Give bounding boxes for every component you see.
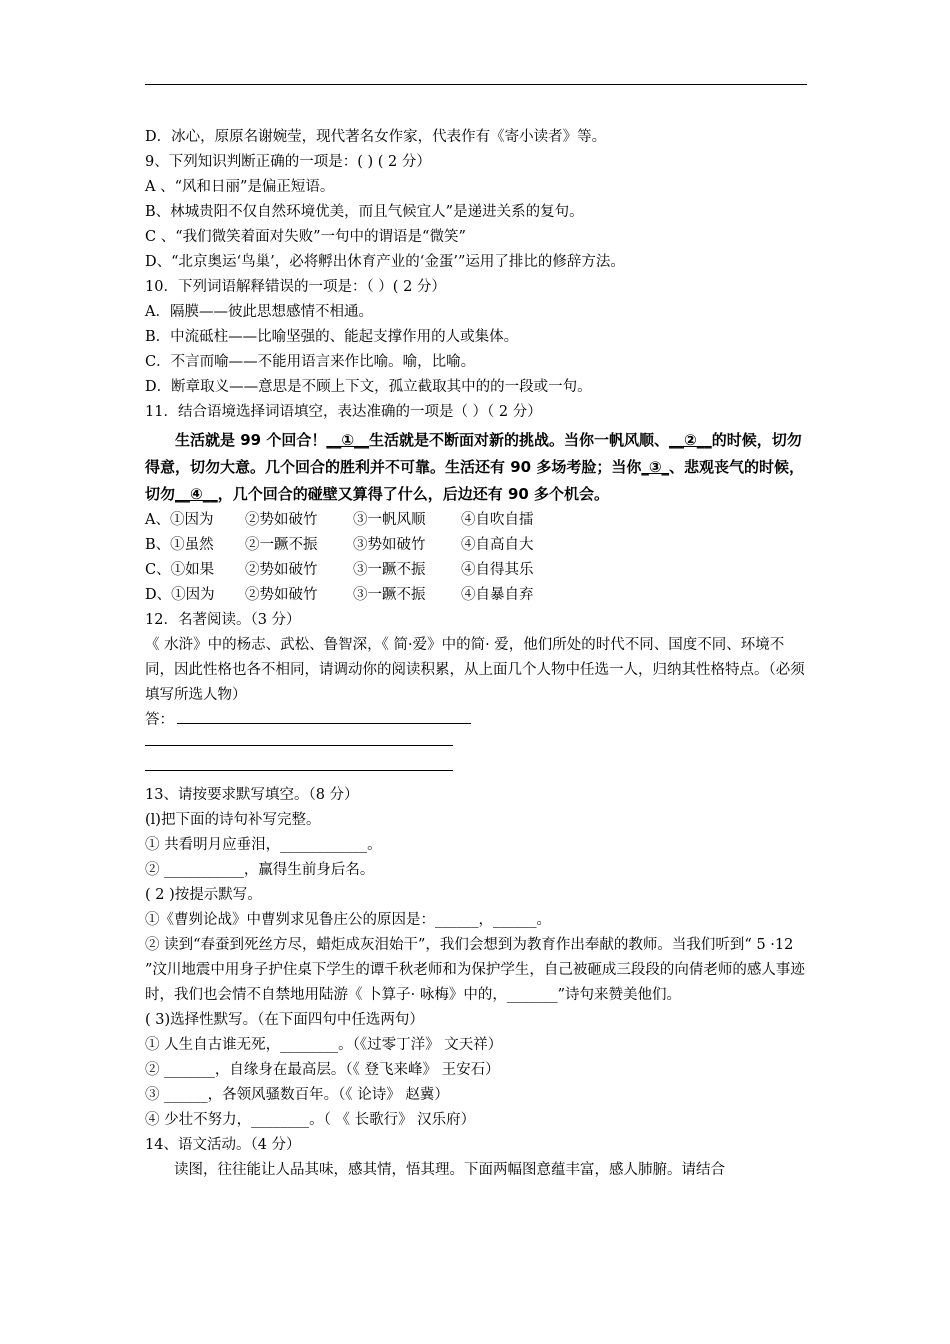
question-13-2-b: ② 读到“春蚕到死丝方尽，蜡炬成灰泪始干”，我们会想到为教育作出奉献的教师。当我们听到“ 5 ·12 ”汶川地震中用身子护住桌下学生的谭千秋老师和为保护学生，自己被砸成三段段的向倩老师的感人事迹时，我们也会情不自禁地用陆游《 卜算子· 咏梅》中的，_______”诗句来赞美他们。	[145, 937, 805, 1003]
question-13-part-2: ( 2 )按提示默写。	[145, 887, 262, 903]
option-d-2: ②势如破竹	[245, 587, 318, 603]
option-b-4: ④自高自大	[461, 537, 534, 553]
exam-content	[145, 125, 810, 1183]
answer-rule-3	[145, 770, 453, 771]
option-d-3: ③一蹶不振	[353, 587, 426, 603]
question-10-option-a: A．隔膜——彼此思想感情不相通。	[145, 304, 373, 320]
option-b-1: B、①虽然	[145, 537, 214, 553]
question-10-option-b: B．中流砥柱——比喻坚强的、能起支撑作用的人或集体。	[145, 329, 519, 345]
question-13-1-b: ② ___________，赢得生前身后名。	[145, 862, 375, 878]
answer-line-2[interactable]	[145, 733, 810, 758]
option-a-3: ③一帆风顺	[353, 512, 426, 528]
question-13-3-a: ① 人生自古谁无死，________。（《过零丁洋》 文天祥）	[145, 1037, 503, 1053]
answer-rule-2	[145, 745, 453, 746]
passage-part-1: 生活就是 99 个回合！	[175, 431, 327, 449]
question-13-part-3: ( 3)选择性默写。（在下面四句中任选两句）	[145, 1012, 424, 1028]
option-a-4: ④自吹自擂	[461, 512, 534, 528]
answer-label: 答：	[145, 712, 174, 728]
option-d-bingxin: D．冰心，原原名谢婉莹，现代著名女作家，代表作有《寄小读者》等。	[145, 129, 607, 145]
question-9-option-c: C 、“我们微笑着面对失败”一句中的谓语是“微笑”	[145, 229, 466, 245]
option-b-2: ②一蹶不振	[245, 537, 318, 553]
answer-line-1[interactable]	[145, 708, 810, 733]
option-c-1: C、①如果	[145, 562, 215, 578]
question-13-1-a: ① 共看明月应垂泪，____________。	[145, 837, 382, 853]
header-rule	[145, 84, 807, 85]
passage-blank-3: _③_	[641, 458, 670, 476]
passage-blank-4: __④__	[175, 485, 218, 503]
question-12-body: 《 水浒》中的杨志、武松、鲁智深，《 简·爱》中的简· 爱，他们所处的时代不同、国度不同、环境不同，因此性格也各不相同，请调动你的阅读积累，从上面几个人物中任选一人，归纳其性格特点。（必须填写所选人物）	[145, 637, 805, 703]
passage-blank-1: __①__	[326, 431, 370, 449]
question-9-option-b: B、林城贵阳不仅自然环境优美，而且气候宜人”是递进关系的复句。	[145, 204, 584, 220]
option-a-1: A、①因为	[145, 512, 214, 528]
question-11-passage	[145, 427, 810, 508]
question-10-option-d: D．断章取义——意思是不顾上下文，孤立截取其中的的一段或一句。	[145, 379, 592, 395]
option-d-4: ④自暴自弃	[461, 587, 534, 603]
question-9-option-d: D、“北京奥运‘鸟巢’，必将孵出休育产业的‘金蛋’”运用了排比的修辞方法。	[145, 254, 625, 270]
passage-part-5: ，几个回合的碰壁又算得了什么，后边还有 90 多个机会。	[217, 485, 610, 503]
question-10: 10．下列词语解释错误的一项是：（ ）( 2 分）	[145, 279, 446, 295]
question-13-part-1: (l)把下面的诗句补写完整。	[145, 812, 321, 828]
passage-part-2: 生活就是不断面对新的挑战。当你一帆风顺、	[369, 431, 670, 449]
question-10-option-c: C．不言而喻——不能用语言来作比喻。喻，比喻。	[145, 354, 476, 370]
passage-blank-2: __②__	[669, 431, 712, 449]
question-13: 13、请按要求默写填空。（8 分）	[145, 787, 359, 803]
question-9: 9、下列知识判断正确的一项是：( ) ( 2 分）	[145, 154, 431, 170]
answer-rule-1	[177, 723, 471, 724]
question-12: 12．名著阅读。（3 分）	[145, 612, 301, 628]
question-11: 11．结合语境选择词语填空，表达准确的一项是（ ）（ 2 分）	[145, 404, 542, 420]
question-11-option-a	[145, 508, 810, 533]
option-d-1: D、①因为	[145, 587, 215, 603]
question-13-3-d: ④ 少壮不努力，________。（ 《 长歌行》 汉乐府）	[145, 1112, 476, 1128]
question-9-option-a: A 、“风和日丽”是偏正短语。	[145, 179, 335, 195]
question-14: 14、语文活动。（4 分）	[145, 1137, 301, 1153]
question-13-3-c: ③ ______，各领风骚数百年。（《 论诗》 赵冀）	[145, 1087, 449, 1103]
passage-part-4: 、悲观丧气的时候，切勿	[145, 458, 805, 503]
question-14-body: 读图，往往能让人品其味，感其情，悟其理。下面两幅图意蕴丰富，感人肺腑。请结合	[174, 1162, 725, 1178]
question-13-3-b: ② _______，自缘身在最高层。（《 登飞来峰》 王安石）	[145, 1062, 500, 1078]
option-c-2: ②势如破竹	[245, 562, 318, 578]
question-11-option-d	[145, 583, 810, 608]
question-11-option-c	[145, 558, 810, 583]
question-13-2-a: ①《曹刿论战》中曹刿求见鲁庄公的原因是：______，______。	[145, 912, 551, 928]
answer-line-3[interactable]	[145, 758, 810, 783]
question-11-option-b	[145, 533, 810, 558]
option-b-3: ③势如破竹	[353, 537, 426, 553]
passage-part-3: 的时候，切勿得意，切勿大意。几个回合的胜利并不可靠。生活还有 90 多场考脸；当你	[145, 431, 802, 476]
option-a-2: ②势如破竹	[245, 512, 318, 528]
option-c-4: ④自得其乐	[461, 562, 534, 578]
option-c-3: ③一蹶不振	[353, 562, 426, 578]
